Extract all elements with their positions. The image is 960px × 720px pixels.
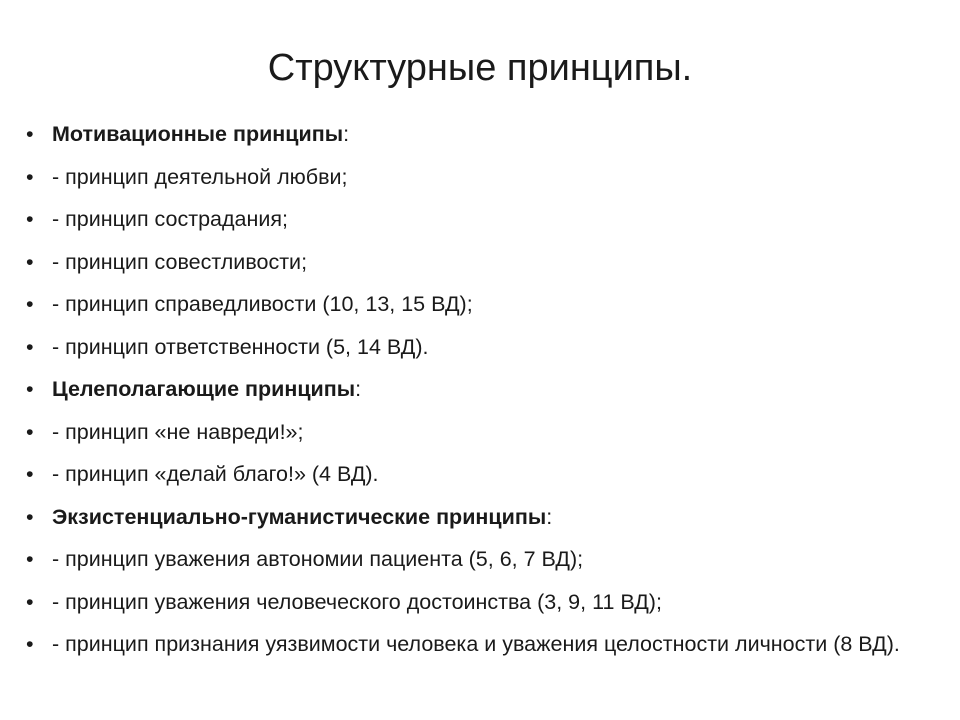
bullet-icon: •	[26, 504, 34, 529]
list-item	[26, 418, 936, 447]
section-heading: Целеполагающие принципы	[52, 377, 356, 401]
list-item	[26, 588, 936, 617]
bullet-text: - принцип деятельной любви;	[52, 164, 348, 189]
heading-colon: :	[546, 504, 553, 529]
bullet-text: - принцип «не навреди!»;	[52, 419, 304, 444]
heading-colon: :	[343, 122, 350, 146]
list-item	[26, 163, 936, 192]
bullet-list	[26, 120, 936, 673]
list-item	[26, 630, 936, 659]
bullet-icon: •	[26, 589, 34, 614]
bullet-icon: •	[26, 122, 34, 146]
list-item	[26, 205, 936, 234]
bullet-text: - принцип признания уязвимости человека и уважения целостности личности (8 ВД).	[52, 632, 900, 656]
list-item	[26, 333, 936, 362]
bullet-icon: •	[26, 462, 34, 486]
bullet-text: - принцип совестливости;	[52, 249, 308, 274]
list-item	[26, 545, 936, 574]
list-item-motivational-heading	[26, 120, 936, 149]
bullet-icon: •	[26, 207, 34, 231]
bullet-text: - принцип уважения автономии пациента (5, 6, 7 ВД);	[52, 547, 584, 571]
list-item	[26, 290, 936, 319]
list-item	[26, 460, 936, 489]
bullet-icon: •	[26, 632, 34, 656]
bullet-icon: •	[26, 292, 34, 316]
slide-title: Структурные принципы.	[267, 47, 693, 89]
bullet-text: - принцип справедливости (10, 13, 15 ВД);	[52, 292, 473, 316]
bullet-text: - принцип «делай благо!» (4 ВД).	[52, 462, 379, 486]
section-heading: Экзистенциально-гуманистические принципы	[52, 504, 547, 529]
bullet-text: - принцип уважения человеческого достоинства (3, 9, 11 ВД);	[52, 589, 662, 614]
list-item	[26, 248, 936, 277]
heading-colon: :	[355, 377, 362, 401]
list-item-goal-heading	[26, 375, 936, 404]
bullet-text	[52, 120, 936, 149]
bullet-icon: •	[26, 377, 34, 401]
bullet-icon: •	[26, 164, 34, 189]
bullet-icon: •	[26, 547, 34, 571]
bullet-icon: •	[26, 249, 34, 274]
bullet-text: - принцип ответственности (5, 14 ВД).	[52, 334, 429, 359]
bullet-text	[52, 503, 936, 532]
bullet-text	[52, 375, 936, 404]
bullet-text: - принцип сострадания;	[52, 207, 289, 231]
list-item-existential-heading	[26, 503, 936, 532]
bullet-icon: •	[26, 334, 34, 359]
section-heading: Мотивационные принципы	[52, 122, 344, 146]
bullet-icon: •	[26, 419, 34, 444]
